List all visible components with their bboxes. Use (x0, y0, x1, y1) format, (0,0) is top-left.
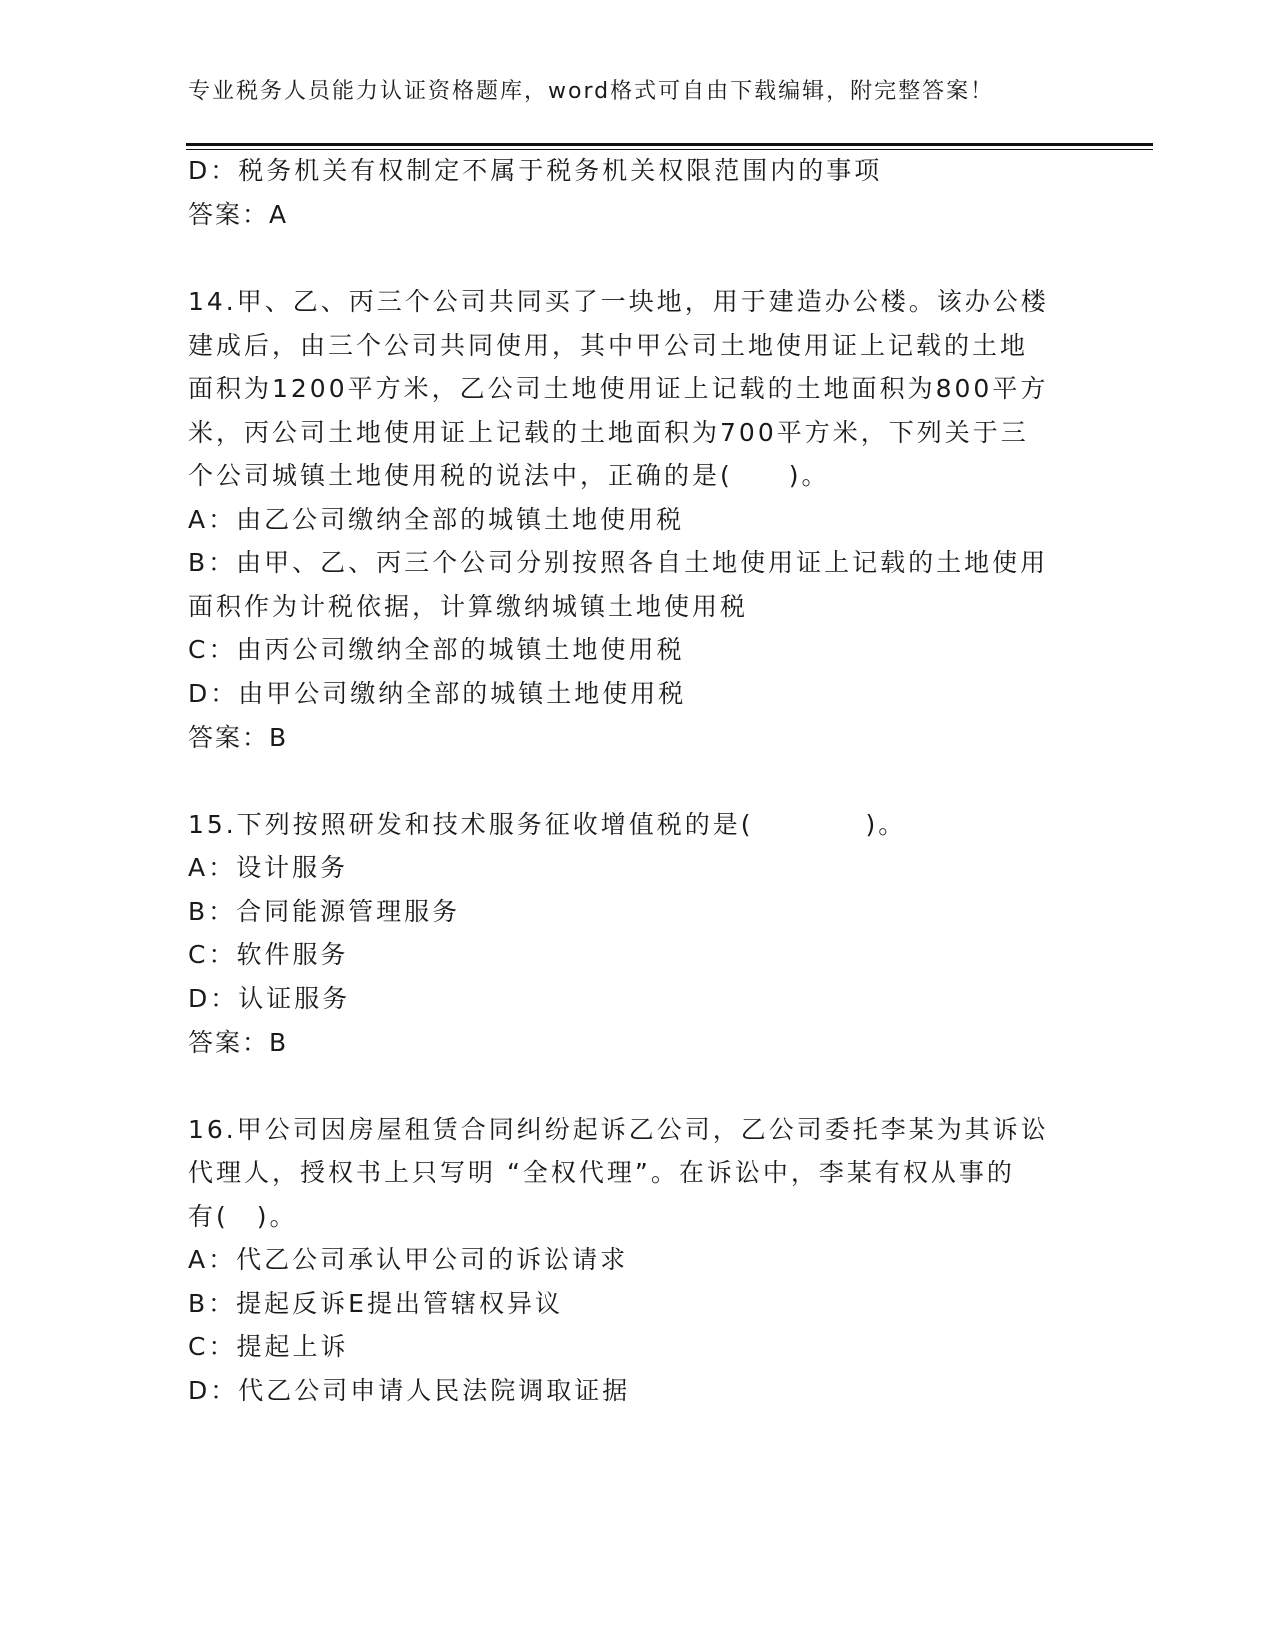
q14-option-b-line: B：由甲、乙、丙三个公司分别按照各自土地使用证上记载的土地使用 (188, 548, 1049, 577)
q14-stem-line: 建成后，由三个公司共同使用，其中甲公司土地使用证上记载的土地 (188, 331, 1029, 360)
q15-option-d: D：认证服务 (188, 984, 351, 1013)
q16-option-b: B：提起反诉E提出管辖权异议 (188, 1289, 563, 1318)
prev-answer: 答案：A (188, 200, 289, 229)
q15-stem: 15.下列按照研发和技术服务征收增值税的是( )。 (188, 810, 907, 839)
q16-stem-line: 代理人，授权书上只写明 “全权代理”。在诉讼中，李某有权从事的 (188, 1158, 1015, 1187)
q15-option-c: C：软件服务 (188, 940, 349, 969)
prev-option-d: D：税务机关有权制定不属于税务机关权限范围内的事项 (188, 156, 883, 185)
q16-option-d: D：代乙公司申请人民法院调取证据 (188, 1376, 631, 1405)
q15-answer: 答案：B (188, 1028, 289, 1057)
q14-stem-line: 米，丙公司土地使用证上记载的土地面积为700平方米，下列关于三 (188, 418, 1029, 447)
q15-option-a: A：设计服务 (188, 853, 349, 882)
q14-stem-line: 14.甲、乙、丙三个公司共同买了一块地，用于建造办公楼。该办公楼 (188, 287, 1049, 316)
q14-answer: 答案：B (188, 723, 289, 752)
q16-option-c: C：提起上诉 (188, 1332, 349, 1361)
header-rule-thick (186, 143, 1153, 146)
q14-option-a: A：由乙公司缴纳全部的城镇土地使用税 (188, 505, 685, 534)
q14-option-b-line: 面积作为计税依据，计算缴纳城镇土地使用税 (188, 592, 749, 621)
page-header: 专业税务人员能力认证资格题库，word格式可自由下载编辑，附完整答案！ (188, 79, 995, 104)
q16-stem-line: 16.甲公司因房屋租赁合同纠纷起诉乙公司，乙公司委托李某为其诉讼 (188, 1115, 1049, 1144)
q16-option-a: A：代乙公司承认甲公司的诉讼请求 (188, 1245, 629, 1274)
q15-option-b: B：合同能源管理服务 (188, 897, 461, 926)
q16-stem-line: 有( )。 (188, 1202, 298, 1231)
q14-option-c: C：由丙公司缴纳全部的城镇土地使用税 (188, 635, 685, 664)
header-rule-thin (186, 149, 1153, 150)
q14-stem-line: 个公司城镇土地使用税的说法中，正确的是( )。 (188, 461, 830, 490)
q14-option-d: D：由甲公司缴纳全部的城镇土地使用税 (188, 679, 687, 708)
q14-stem-line: 面积为1200平方米，乙公司土地使用证上记载的土地面积为800平方 (188, 374, 1049, 403)
